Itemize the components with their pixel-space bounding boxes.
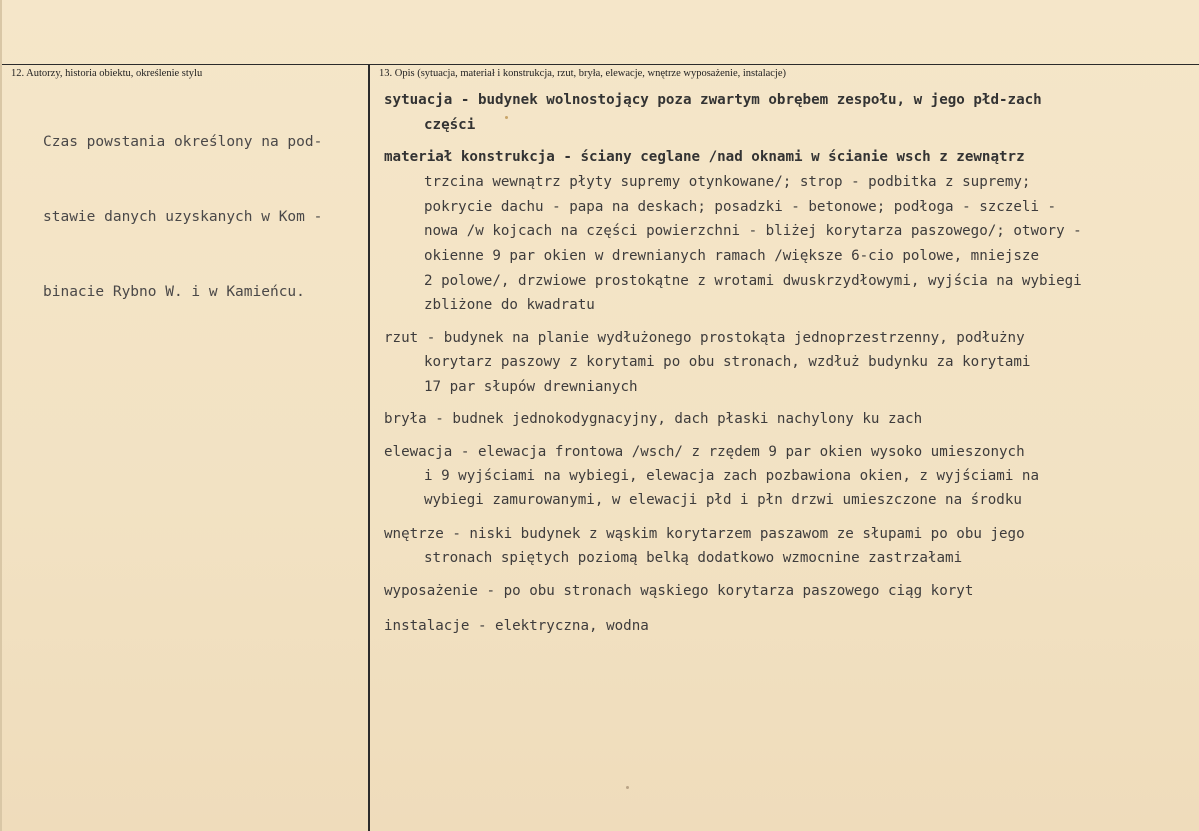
desc-line: zbliżone do kwadratu (424, 297, 595, 313)
paper-speck (505, 116, 508, 119)
header-divider (2, 64, 1199, 65)
section-12-header: 12. Autorzy, historia obiektu, określenie stylu (11, 68, 203, 79)
desc-line: pokrycie dachu - papa na deskach; posadzki - betonowe; podłoga - szczeli - (424, 199, 1057, 215)
desc-line-wyposazenie: wyposażenie - po obu stronach wąskiego korytarza paszowego ciąg koryt (384, 583, 974, 599)
desc-line: korytarz paszowy z korytami po obu stronach, wzdłuż budynku za korytami (424, 354, 1031, 370)
section-12-line: binacie Rybno W. i w Kamieńcu. (43, 284, 305, 300)
desc-line: 2 polowe/, drzwiowe prostokątne z wrotami dwuskrzydłowymi, wyjścia na wybiegi (424, 273, 1082, 289)
desc-line-instalacje: instalacje - elektryczna, wodna (384, 618, 649, 634)
desc-line: nowa /w kojcach na części powierzchni - bliżej korytarza paszowego/; otwory - (424, 223, 1082, 239)
desc-line: okienne 9 par okien w drewnianych ramach /większe 6-cio polowe, mniejsze (424, 248, 1039, 264)
desc-line: i 9 wyjściami na wybiegi, elewacja zach pozbawiona okien, z wyjściami na (424, 468, 1039, 484)
desc-line: 17 par słupów drewnianych (424, 379, 638, 395)
desc-line: stronach spiętych poziomą belką dodatkowo wzmocnine zastrzałami (424, 550, 963, 566)
desc-line: części (424, 117, 476, 133)
section-12-text (43, 80, 363, 355)
section-12-line: Czas powstania określony na pod- (43, 134, 323, 150)
desc-line-rzut: rzut - budynek na planie wydłużonego prostokąta jednoprzestrzenny, podłużny (384, 330, 1025, 346)
desc-line-material: materiał konstrukcja - ściany ceglane /nad oknami w ścianie wsch z zewnątrz (384, 149, 1025, 165)
section-13-header: 13. Opis (sytuacja, materiał i konstrukcja, rzut, bryła, elewacje, wnętrze wyposażenie, instalacje) (379, 68, 787, 79)
desc-line-elewacja: elewacja - elewacja frontowa /wsch/ z rzędem 9 par okien wysoko umieszonych (384, 444, 1025, 460)
desc-line-sytuacja: sytuacja - budynek wolnostojący poza zwartym obrębem zespołu, w jego płd-zach (384, 92, 1042, 108)
desc-line-bryla: bryła - budnek jednokodygnacyjny, dach płaski nachylony ku zach (384, 411, 923, 427)
desc-line-wnetrze: wnętrze - niski budynek z wąskim korytarzem paszawom ze słupami po obu jego (384, 526, 1025, 542)
desc-line: wybiegi zamurowanymi, w elewacji płd i płn drzwi umieszczone na środku (424, 492, 1022, 508)
desc-line: trzcina wewnątrz płyty supremy otynkowane/; strop - podbitka z supremy; (424, 174, 1031, 190)
column-divider (368, 65, 370, 831)
section-12-line: stawie danych uzyskanych w Kom - (43, 209, 323, 225)
paper-speck (626, 786, 629, 789)
